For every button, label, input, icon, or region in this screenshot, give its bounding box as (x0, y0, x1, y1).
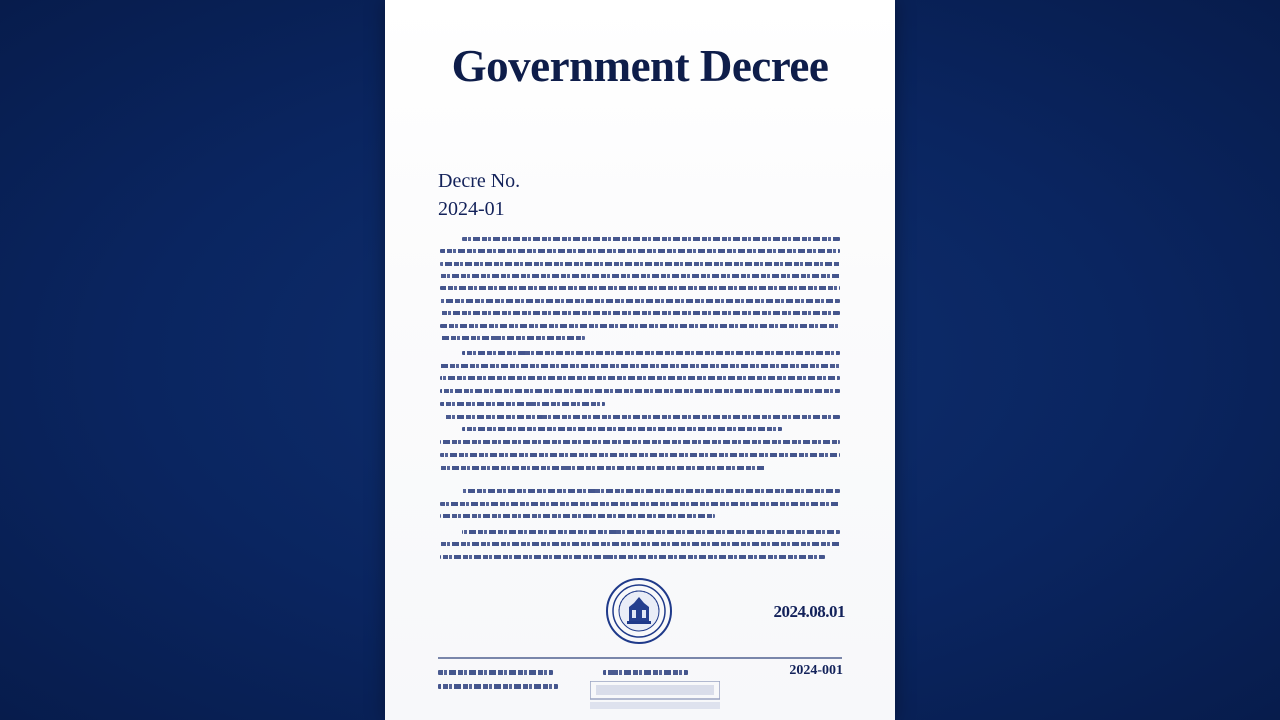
footer-text-line (438, 684, 558, 689)
body-text-line (462, 351, 840, 355)
stamp-icon (590, 681, 720, 711)
body-text-line (440, 364, 840, 368)
body-text-line (440, 311, 840, 315)
body-text-line (440, 542, 840, 546)
body-text-line (440, 440, 840, 444)
body-text-line (440, 502, 840, 506)
body-text-line (440, 274, 840, 278)
footer-text-line (603, 670, 688, 675)
body-text-line (462, 530, 840, 534)
body-text-line (440, 466, 765, 470)
body-text-line (440, 299, 840, 303)
decree-number-label: Decre No. (438, 170, 521, 192)
body-text-line (440, 453, 840, 457)
seal-date: 2024.08.01 (773, 602, 845, 621)
footer-divider (438, 657, 842, 659)
body-text-line (440, 249, 840, 253)
body-text-line (440, 324, 840, 328)
body-text-line (440, 555, 825, 559)
body-text-line (440, 389, 840, 393)
body-text-line (440, 402, 605, 406)
footer-text-line (438, 670, 553, 675)
body-text-line (440, 336, 585, 340)
decree-number: 2024-01 (438, 198, 505, 220)
body-text-line (440, 376, 840, 380)
decree-body-text (440, 233, 840, 573)
body-text-line (444, 415, 840, 419)
decree-document (385, 0, 895, 720)
body-text-line (440, 262, 840, 266)
official-seal-icon (605, 577, 673, 645)
body-text-line (440, 514, 715, 518)
body-text-line (462, 427, 782, 431)
document-title: Government Decree (451, 41, 829, 91)
body-text-line (462, 489, 840, 493)
footer-date: 2024-001 (789, 663, 843, 678)
body-text-line (440, 286, 840, 290)
body-text-line (462, 237, 840, 241)
